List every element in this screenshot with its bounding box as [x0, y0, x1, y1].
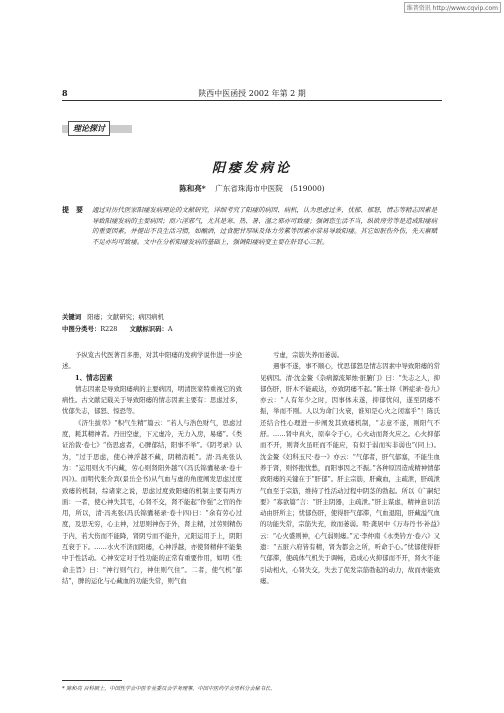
author-line: [0, 183, 504, 194]
abstract: [62, 205, 442, 247]
watermark: 维普资讯 http://www.cqvip.com: [404, 2, 501, 13]
section-heading: 1、情志因素: [75, 373, 113, 382]
clc-label: 中图分类号：: [62, 325, 101, 333]
abstract-text: 通过对历代医家阳痿发病理论的文献研究，详细考究了阳痿的病因、病机，认为思虑过多，忧郁、郁怒，情志等精志因素是导致阳痿发病的主要病因；而六淫邪气，尤其是寒、热、暑、湿之邪亦可致痿；强调恣生活不当，纵欲房劳等是造成阳痿病的重要因素，并提出不良生活习惯，如酗酒，过食肥甘厚味及体力劳累等因素亦常易导致阳痿。其它如脏伤外伤，先天禀赋不足亦均可致痿。文中在分析阳痿发病的基础上，强调阳痿病变主要在肝肾心三脏。: [92, 206, 438, 246]
body-paragraph: 情志因素是导致阳痿病的主要病因，明清医家特重视它的致病性。古文献记载关于导致阳痿的情志因素主要有：思虑过多，忧郁失志，郁怒、惊恐等。: [62, 384, 242, 416]
clc-value: R228: [100, 325, 118, 333]
article-title: 阳痿发病论: [211, 161, 292, 176]
footnote: * 陈和亮 百科硕士，中国性学会中医专业委员会学务理事，中国中医药学会男科分会秘书长。: [62, 686, 276, 692]
running-header: [62, 88, 442, 102]
column-label-box: [62, 118, 132, 140]
keywords: [62, 312, 164, 321]
body-right-column: [260, 350, 440, 587]
body-paragraph: 亏虚，宗筋失养而萎弱。: [273, 351, 344, 359]
doc-code-value: A: [167, 325, 173, 333]
footnote-rule: [62, 680, 122, 681]
body-paragraph: 遇事不遂，事不顺心，忧思郁怒是情志因素中导致阳痿的常见病因。清·沈金鳌《杂病源流犀烛·脏腑门》曰：“失志之人，抑郁伤肝，肝木不能疏达，亦致阴痿不起。”陈士铎《辨症录·卷九》亦云：“人有年少之时，因事体未遂，抑郁忧闷，遂至阴痿不振，举而不刚。人以为命门火衰，谁知是心火之闭塞乎”！陈氏还结合性心理进一步阐发其致痿机制，“志意不遂，则阳气不舒。……肾中真火，原奉令于心，心火动而肾火应之。心火抑郁而不开，则肾火虽旺而不能应，有似于弱而实非弱也”(同上)。沈金鳌《妇科玉尺·卷一》亦云：“气郁者，肝气郁塞，不能生血养于肾，则怀抱忧愁，而阳事因之不振。”各种原因造成精神情郁致阳痿的关键在于“肝郁”。肝主宗筋，肝藏血，主疏泄，肝疏泄气血至于宗筋，维持了性活动过程中阴茎的勃起。所以《广嗣纪要》“寡欲篇”言：“肝主阴器，主疏泄。”肝主谋虑，精神意识活动由肝所主；忧郁伤肝，使得肝气郁滞，气血退阻，肝藏溢气血的功能失常，宗筋失充，故而萎弱。明·龚居中《万寿丹书·补益》云：“心火盛则神，心气弱则痿。”元·李仲南《永类钤方·卷六》又遗：“五脏六府皆有精，肾为都会之所，听命于心。”忧郁使得肝气郁滞，使疏体气机失于调畅，造成心火抑郁而不开，肾火不能引动相火，心肾失交，失去了促发宗筋勃起的动力，故而亦能致痿。: [260, 362, 440, 585]
body-paragraph: 予纵览古代医著百多册，对其中阳痿的发病学说作进一步论述。: [62, 351, 242, 371]
keywords-label: 关键词: [62, 313, 82, 321]
body-paragraph: 《济生拔萃》“积气生精”篇云：“若人与浩色财气，思虑过度，耗其精神者。丹田空虚，下元虚冷，无力入房，易痿”。《类证治裁·卷七》“伤思虑者，心脾郁结，阳事不举”。《阴考录》认为，“过于思虑，使心神浮越不藏，阴精消耗”。清·冯兆张认为：“运用则火不内藏，劳心则肾阳外越”(《冯氏锦囊秘录·卷十四》)。而明代张介宾(景岳全书)从气血与虚的角度阐发思虑过度致痿的机制，综诸家之说，思虑过度致阳痿的机制主要有两方面：一者，使心神失其宅，心肾不交，肾不能起“作强”之官的作用，所以，清·冯兆张(冯氏锦囊秘录·卷十四)曰：“余有劳心过度，及思无穷，心主神，过思则神伤于外，肾主精，过劳则精伤于内，若大伤而不能降，肾阴亏而不能升，元阳运用于上，阴阳互衰于下。……水火不济而阳痿，心神浮越，亦使肾精伸不能集中于性活动。心神安定对于性功能的正常有重要作用，如明《性命圭旨》曰：“神行则气行，神住则气住”。二者，使气机“郁结”，脾的运化与心藏血的功能失常，则气血: [62, 418, 242, 585]
column-label: 理论探讨: [68, 121, 110, 136]
abstract-label: 提 要: [62, 205, 83, 214]
author-name: 陈和亮*: [179, 184, 206, 193]
header-rule: [62, 100, 442, 101]
body-left-column: [62, 350, 242, 587]
keywords-text: 阳痿；文献研究；病因病机: [87, 313, 164, 321]
page-number: 8: [62, 88, 68, 98]
doc-code-label: 文献标识码：: [129, 325, 168, 333]
classification: [62, 324, 173, 333]
journal-title: 陕西中医函授 2002 年第 2 期: [198, 89, 306, 98]
author-affiliation: 广东省珠海市中医院 (519000): [215, 184, 325, 193]
